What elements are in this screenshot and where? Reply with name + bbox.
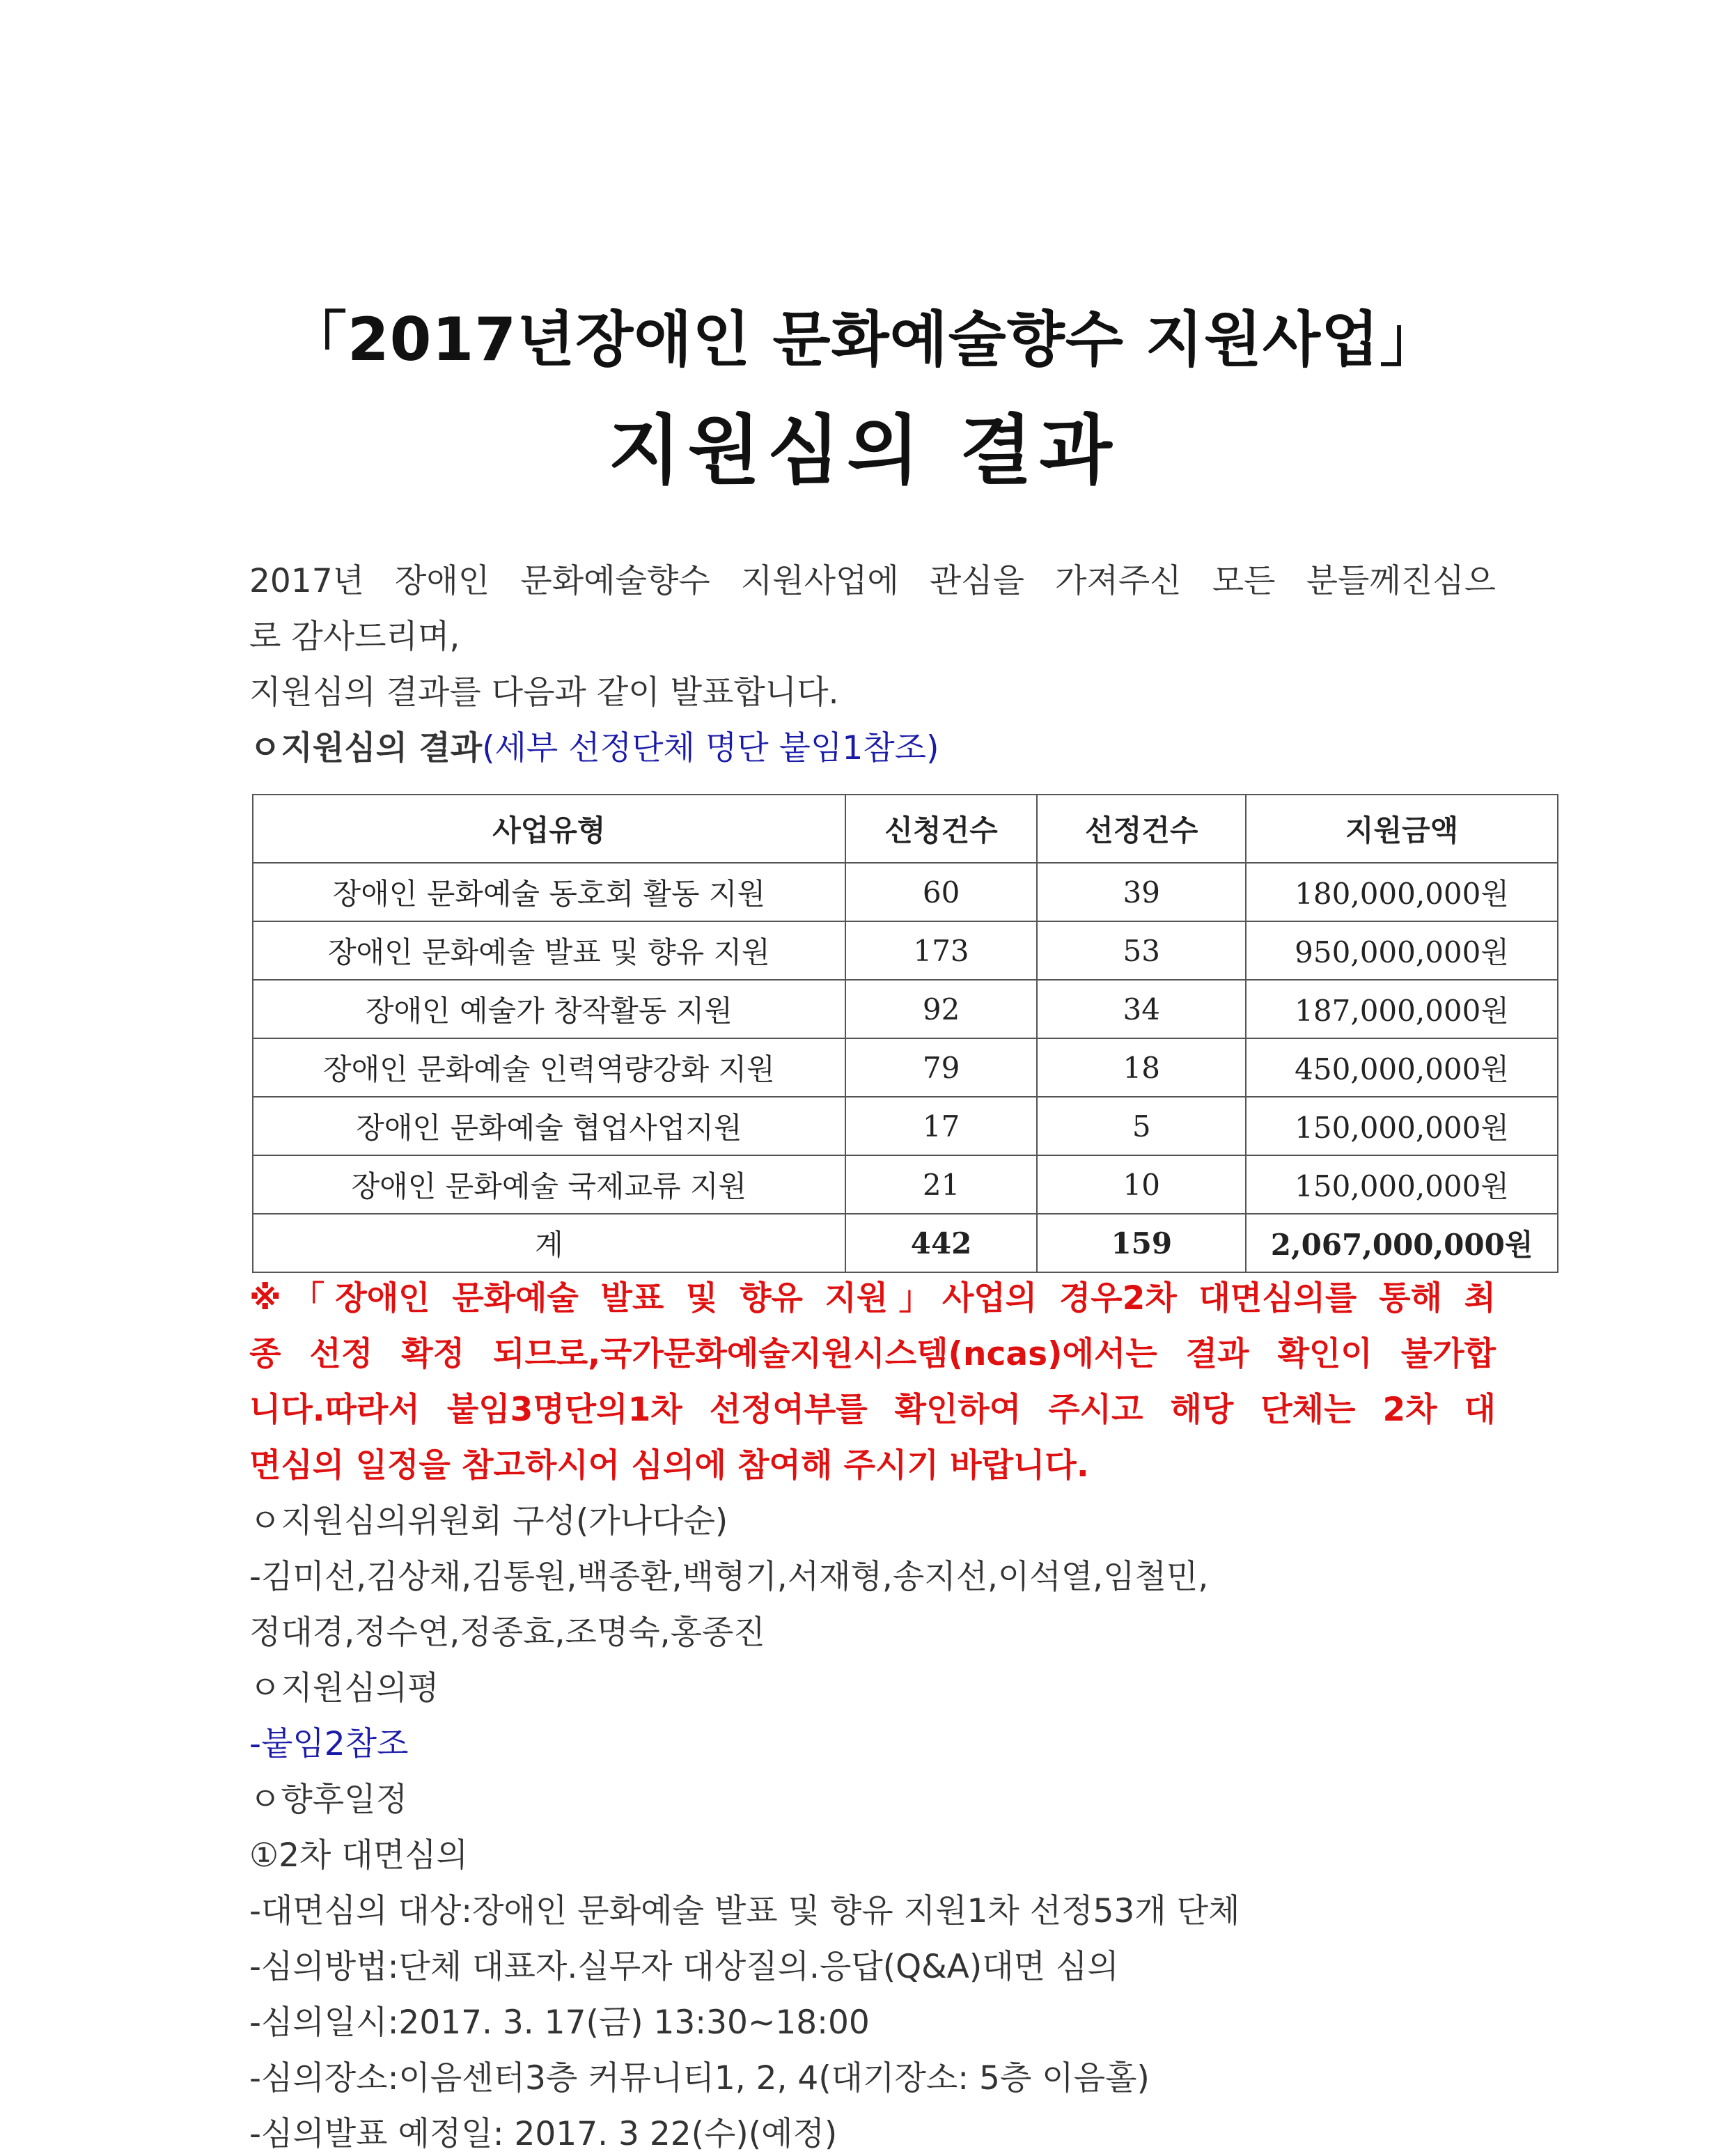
- committee-members-1: -김미선,김상채,김통원,백종환,백형기,서재형,송지선,이석열,임철민,: [249, 1558, 1209, 1596]
- results-heading-label: ㅇ지원심의 결과: [249, 729, 483, 767]
- cell-business-type: 장애인 문화예술 발표 및 향유 지원: [253, 921, 845, 980]
- cell-selected: 10: [1037, 1155, 1246, 1214]
- cell-selected: 39: [1037, 863, 1246, 921]
- cell-amount: 450,000,000원: [1246, 1038, 1558, 1097]
- cell-business-type: 장애인 문화예술 동호회 활동 지원: [253, 863, 845, 921]
- header-amount: 지원금액: [1246, 795, 1558, 863]
- schedule-item: -심의일시:2017. 3. 17(금) 13:30~18:00: [249, 2003, 870, 2042]
- table-row: [253, 921, 1558, 980]
- cell-amount: 187,000,000원: [1246, 980, 1558, 1038]
- cell-amount: 950,000,000원: [1246, 921, 1558, 980]
- header-selected: 선정건수: [1037, 795, 1246, 863]
- cell-applications: 21: [845, 1155, 1038, 1214]
- cell-business-type: 장애인 문화예술 협업사업지원: [253, 1097, 845, 1155]
- table-row: [253, 1097, 1558, 1155]
- notice-line-4: 면심의 일정을 참고하시어 심의에 참여해 주시기 바랍니다.: [249, 1446, 1089, 1485]
- cell-selected: 53: [1037, 921, 1246, 980]
- results-table: [252, 794, 1558, 1273]
- schedule-item: -심의방법:단체 대표자.실무자 대상질의.응답(Q&A)대면 심의: [249, 1948, 1119, 1986]
- table-header-row: [253, 795, 1558, 863]
- intro-line-1: 2017년 장애인 문화예술향수 지원사업에 관심을 가져주신 모든 분들께진심으: [249, 562, 1496, 600]
- review-heading: ㅇ지원심의평: [249, 1669, 439, 1708]
- cell-selected: 34: [1037, 980, 1246, 1038]
- header-business-type: 사업유형: [253, 795, 845, 863]
- cell-business-type: 장애인 문화예술 국제교류 지원: [253, 1155, 845, 1214]
- cell-applications: 92: [845, 980, 1038, 1038]
- cell-applications: 173: [845, 921, 1038, 980]
- cell-amount: 150,000,000원: [1246, 1155, 1558, 1214]
- header-applications: 신청건수: [845, 795, 1038, 863]
- schedule-item: -심의장소:이음센터3층 커뮤니티1, 2, 4(대기장소: 5층 이음홀): [249, 2059, 1150, 2098]
- schedule-item: -심의발표 예정일: 2017. 3 22(수)(예정): [249, 2115, 838, 2153]
- committee-members-2: 정대경,정수연,정종효,조명숙,홍종진: [249, 1614, 765, 1652]
- total-label: 계: [253, 1214, 845, 1272]
- notice-line-2: 종 선정 확정 되므로,국가문화예술지원시스템(ncas)에서는 결과 확인이 불가합: [249, 1335, 1496, 1373]
- table-total-row: [253, 1214, 1558, 1272]
- cell-amount: 180,000,000원: [1246, 863, 1558, 921]
- cell-applications: 79: [845, 1038, 1038, 1097]
- total-applications: 442: [845, 1214, 1038, 1272]
- cell-business-type: 장애인 예술가 창작활동 지원: [253, 980, 845, 1038]
- intro-line-2: 로 감사드리며,: [249, 618, 460, 656]
- table-row: [253, 1038, 1558, 1097]
- cell-applications: 60: [845, 863, 1038, 921]
- total-amount: 2,067,000,000원: [1246, 1214, 1558, 1272]
- total-selected: 159: [1037, 1214, 1246, 1272]
- notice-line-1: ※「장애인 문화예술 발표 및 향유 지원」사업의 경우2차 대면심의를 통해 최: [249, 1279, 1496, 1318]
- committee-heading: ㅇ지원심의위원회 구성(가나다순): [249, 1502, 728, 1540]
- notice-line-3: 니다.따라서 붙임3명단의1차 선정여부를 확인하여 주시고 해당 단체는 2차 대: [249, 1391, 1496, 1429]
- intro-line-3: 지원심의 결과를 다음과 같이 발표합니다.: [249, 673, 839, 712]
- review-note: -붙임2참조: [249, 1725, 409, 1763]
- document-subtitle: 지원심의 결과: [608, 407, 1119, 494]
- cell-business-type: 장애인 문화예술 인력역량강화 지원: [253, 1038, 845, 1097]
- cell-selected: 18: [1037, 1038, 1246, 1097]
- cell-amount: 150,000,000원: [1246, 1097, 1558, 1155]
- schedule-subheading: ①2차 대면심의: [249, 1836, 468, 1875]
- results-heading-note: (세부 선정단체 명단 붙임1참조): [482, 729, 939, 767]
- schedule-item: -대면심의 대상:장애인 문화예술 발표 및 향유 지원1차 선정53개 단체: [249, 1892, 1240, 1930]
- results-heading: [249, 728, 1503, 770]
- table-row: [253, 863, 1558, 921]
- schedule-heading: ㅇ향후일정: [249, 1781, 408, 1819]
- table-row: [253, 1155, 1558, 1214]
- cell-selected: 5: [1037, 1097, 1246, 1155]
- table-row: [253, 980, 1558, 1038]
- cell-applications: 17: [845, 1097, 1038, 1155]
- document-title: 「2017년장애인 문화예술향수 지원사업」: [286, 305, 1441, 375]
